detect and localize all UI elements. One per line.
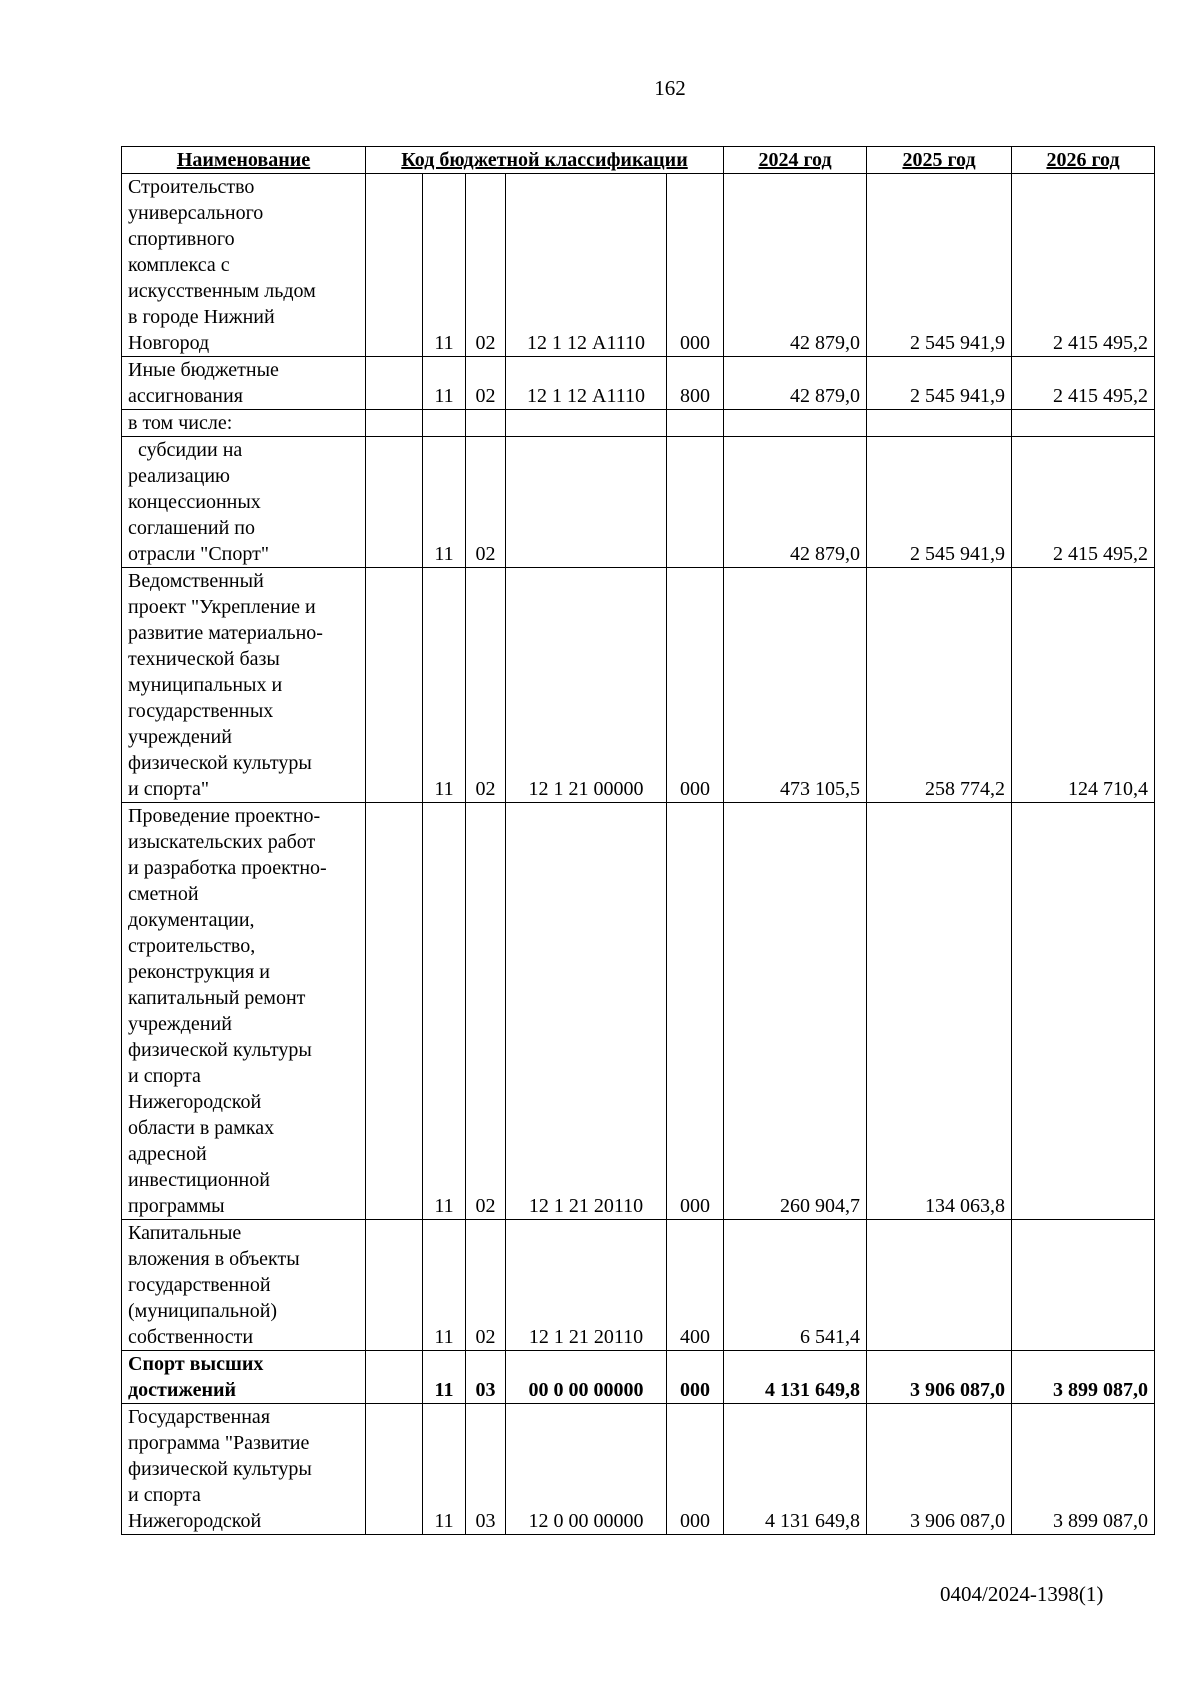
table-row	[122, 1220, 1155, 1351]
row-subsection	[466, 410, 506, 437]
row-name: Государственная программа "Развитие физической культуры и спорта Нижегородской	[122, 1404, 366, 1535]
row-name: Ведомственный проект "Укрепление и развитие материально- технической базы муниципальных и государственных учреждений физической культуры и спорта"	[122, 568, 366, 803]
row-2026: 3 899 087,0	[1012, 1404, 1155, 1535]
row-2024: 6 541,4	[724, 1220, 867, 1351]
table-row	[122, 1404, 1155, 1535]
row-name: Иные бюджетные ассигнования	[122, 357, 366, 410]
row-2024: 4 131 649,8	[724, 1404, 867, 1535]
empty-cell	[366, 803, 423, 1220]
table-row	[122, 174, 1155, 357]
document-registration-code: 0404/2024-1398(1)	[940, 1582, 1104, 1606]
row-2024: 260 904,7	[724, 803, 867, 1220]
row-name: Строительство универсального спортивного комплекса с искусственным льдом в городе Нижний Новгород	[122, 174, 366, 357]
row-2025	[867, 1220, 1012, 1351]
empty-cell	[366, 357, 423, 410]
row-section: 11	[423, 1220, 466, 1351]
row-section: 11	[423, 1351, 466, 1404]
row-target-article: 12 1 21 00000	[506, 568, 667, 803]
empty-cell	[366, 1404, 423, 1535]
row-section	[423, 410, 466, 437]
empty-cell	[366, 410, 423, 437]
row-target-article: 12 0 00 00000	[506, 1404, 667, 1535]
empty-cell	[366, 1220, 423, 1351]
row-target-article	[506, 410, 667, 437]
header-2024: 2024 год	[724, 147, 867, 174]
row-2024: 473 105,5	[724, 568, 867, 803]
row-2024: 42 879,0	[724, 174, 867, 357]
row-2025: 2 545 941,9	[867, 437, 1012, 568]
row-2026: 124 710,4	[1012, 568, 1155, 803]
row-section: 11	[423, 357, 466, 410]
row-2025: 258 774,2	[867, 568, 1012, 803]
row-2024: 42 879,0	[724, 357, 867, 410]
empty-cell	[366, 1351, 423, 1404]
row-name: в том числе:	[122, 410, 366, 437]
row-2026: 2 415 495,2	[1012, 357, 1155, 410]
row-name: субсидии на реализацию концессионных соглашений по отрасли "Спорт"	[122, 437, 366, 568]
row-section: 11	[423, 803, 466, 1220]
row-2026: 2 415 495,2	[1012, 437, 1155, 568]
row-2025: 3 906 087,0	[867, 1351, 1012, 1404]
row-expense-type: 000	[667, 1404, 724, 1535]
page-number: 162	[654, 76, 686, 100]
row-target-article: 12 1 21 20110	[506, 1220, 667, 1351]
row-name: Спорт высших достижений	[122, 1351, 366, 1404]
row-2024: 4 131 649,8	[724, 1351, 867, 1404]
row-subsection: 02	[466, 803, 506, 1220]
table-row	[122, 437, 1155, 568]
row-target-article: 12 1 12 А1110	[506, 357, 667, 410]
row-expense-type: 000	[667, 568, 724, 803]
row-target-article	[506, 437, 667, 568]
row-2024: 42 879,0	[724, 437, 867, 568]
row-2025: 2 545 941,9	[867, 357, 1012, 410]
row-subsection: 02	[466, 568, 506, 803]
row-2026	[1012, 410, 1155, 437]
row-subsection: 02	[466, 1220, 506, 1351]
row-expense-type: 000	[667, 174, 724, 357]
row-expense-type	[667, 410, 724, 437]
row-section: 11	[423, 174, 466, 357]
table-row	[122, 357, 1155, 410]
row-2026: 3 899 087,0	[1012, 1351, 1155, 1404]
empty-cell	[366, 174, 423, 357]
row-2025: 134 063,8	[867, 803, 1012, 1220]
empty-cell	[366, 568, 423, 803]
table-row	[122, 410, 1155, 437]
header-code: Код бюджетной классификации	[366, 147, 724, 174]
empty-cell	[366, 437, 423, 568]
row-subsection: 03	[466, 1351, 506, 1404]
header-2025: 2025 год	[867, 147, 1012, 174]
row-expense-type	[667, 437, 724, 568]
row-expense-type: 800	[667, 357, 724, 410]
row-2025: 3 906 087,0	[867, 1404, 1012, 1535]
row-2025: 2 545 941,9	[867, 174, 1012, 357]
table-row	[122, 1351, 1155, 1404]
row-target-article: 12 1 12 А1110	[506, 174, 667, 357]
row-section: 11	[423, 1404, 466, 1535]
row-subsection: 02	[466, 437, 506, 568]
row-name: Капитальные вложения в объекты государственной (муниципальной) собственности	[122, 1220, 366, 1351]
row-section: 11	[423, 437, 466, 568]
row-subsection: 02	[466, 357, 506, 410]
row-name: Проведение проектно- изыскательских работ и разработка проектно- сметной документации, строительство, реконструкция и капитальный ремонт учреждений физической культуры и спорта Нижегородской области в рамках адресной инвестиционной программы	[122, 803, 366, 1220]
row-target-article: 00 0 00 00000	[506, 1351, 667, 1404]
row-subsection: 02	[466, 174, 506, 357]
header-2026: 2026 год	[1012, 147, 1155, 174]
row-2026	[1012, 803, 1155, 1220]
header-name: Наименование	[122, 147, 366, 174]
row-section: 11	[423, 568, 466, 803]
row-2026	[1012, 1220, 1155, 1351]
table-row	[122, 568, 1155, 803]
budget-table	[121, 146, 1155, 1535]
row-2025	[867, 410, 1012, 437]
header-row	[122, 147, 1155, 174]
row-expense-type: 000	[667, 1351, 724, 1404]
row-target-article: 12 1 21 20110	[506, 803, 667, 1220]
table-row	[122, 803, 1155, 1220]
row-expense-type: 400	[667, 1220, 724, 1351]
row-expense-type: 000	[667, 803, 724, 1220]
row-subsection: 03	[466, 1404, 506, 1535]
row-2026: 2 415 495,2	[1012, 174, 1155, 357]
row-2024	[724, 410, 867, 437]
